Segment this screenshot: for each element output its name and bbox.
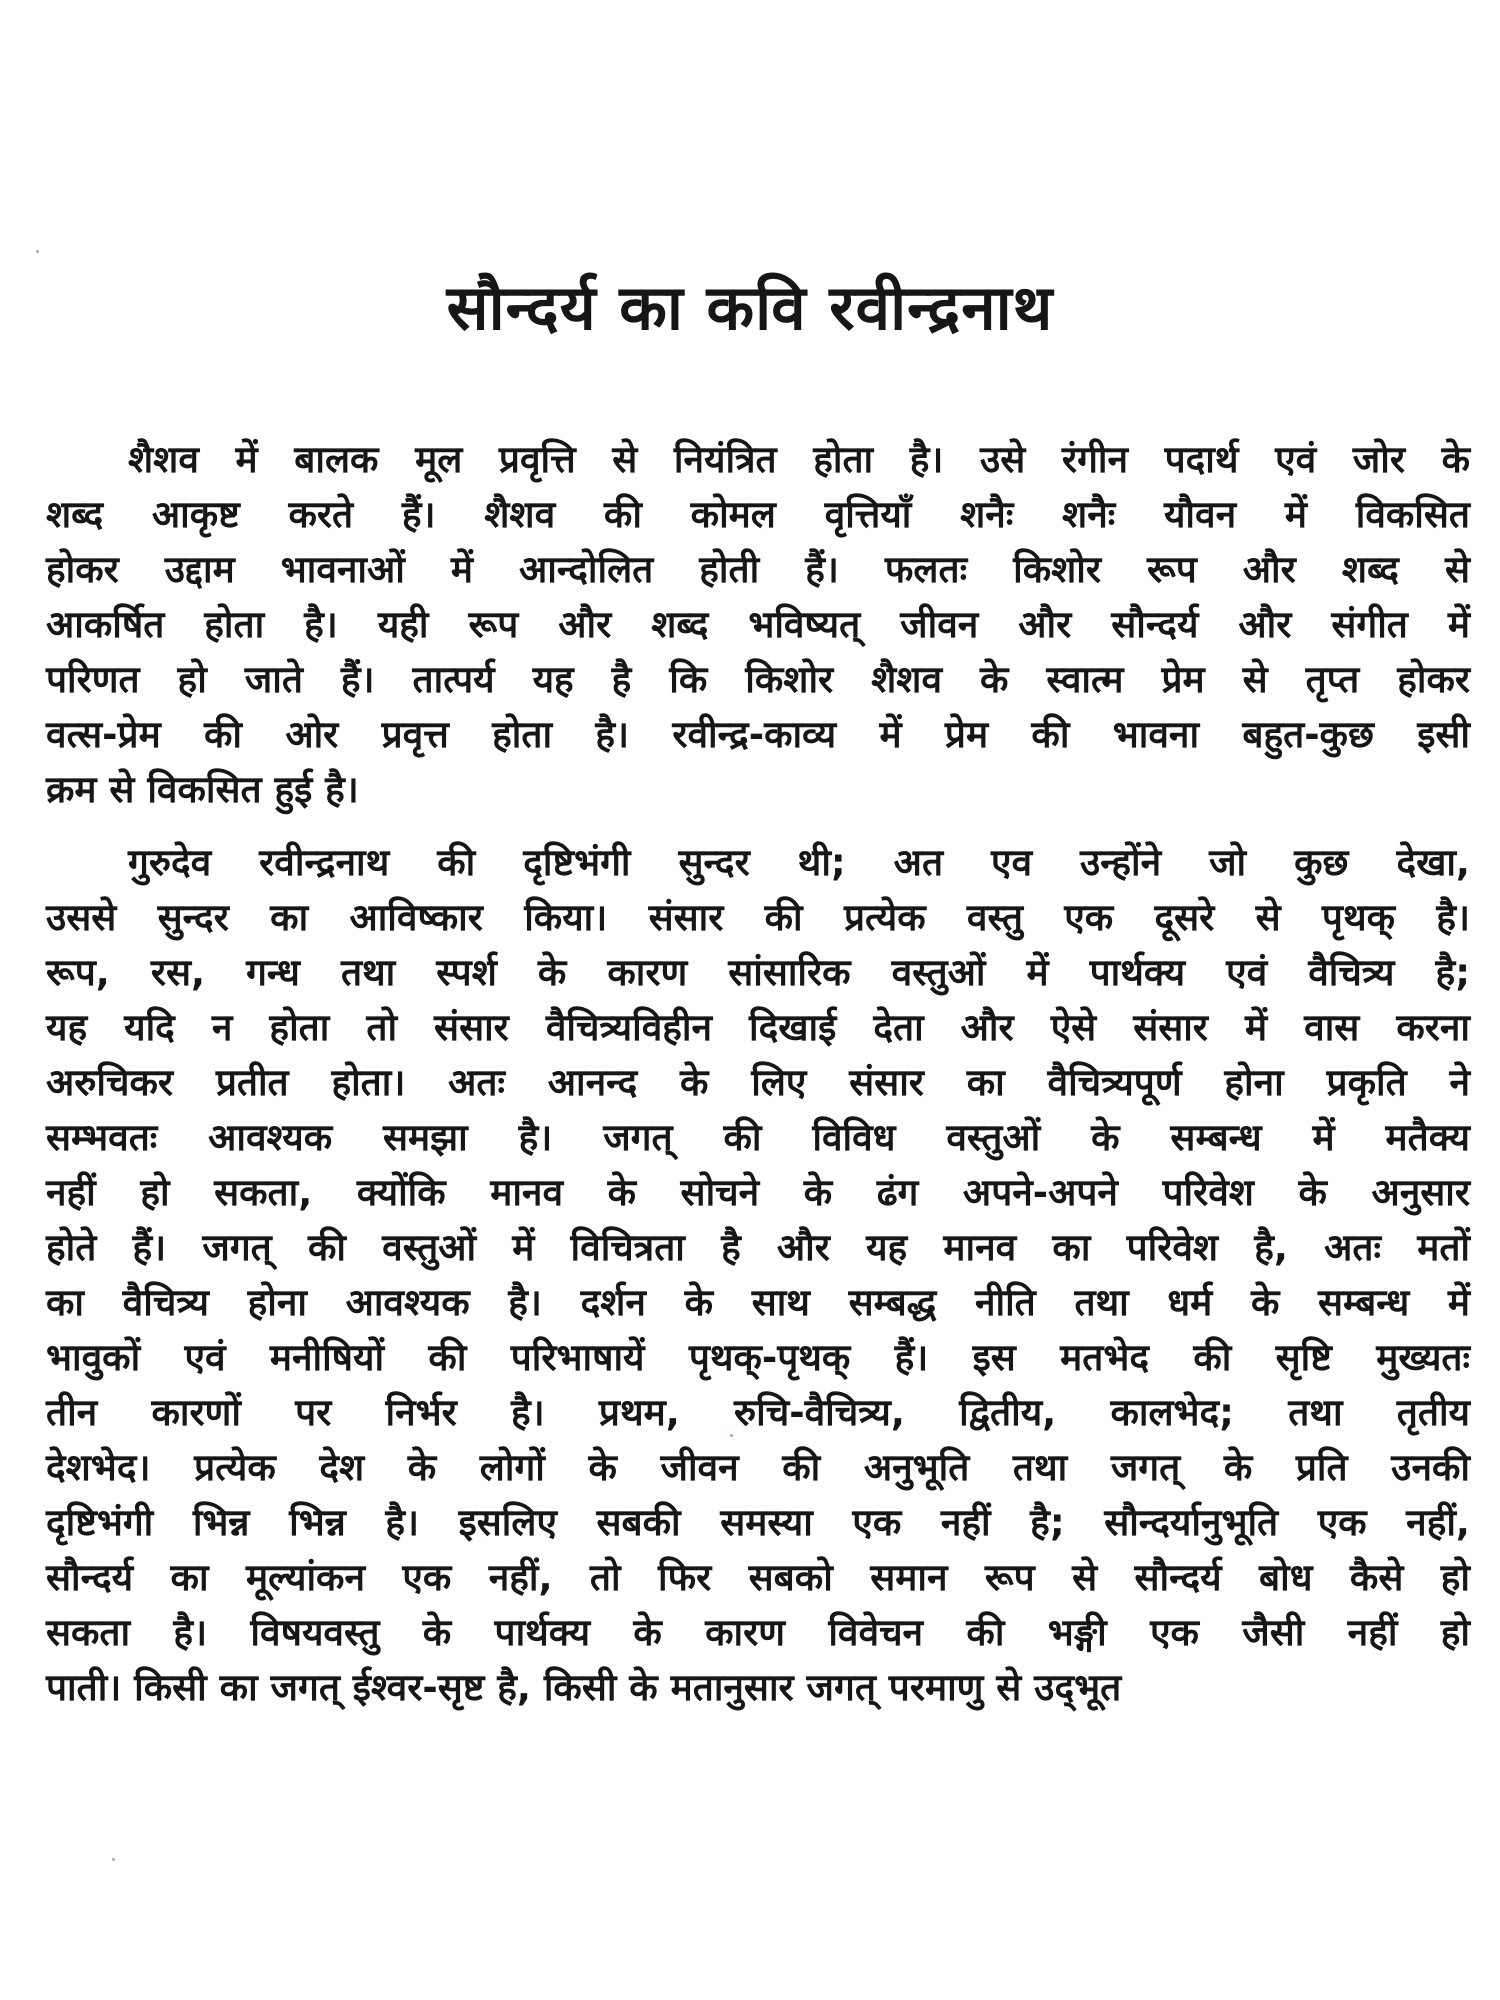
text-line: शब्द आकृष्ट करते हैं। शैशव की कोमल वृत्तियाँ शनैः शनैः यौवन में विकसित <box>46 493 1470 536</box>
text-line: दृष्टिभंगी भिन्न भिन्न है। इसलिए सबकी समस्या एक नहीं है; सौन्दर्यानुभूति एक नहीं, <box>46 1501 1470 1544</box>
chapter-title: सौन्दर्य का कवि रवीन्द्रनाथ <box>446 271 1054 344</box>
text-line: सौन्दर्य का मूल्यांकन एक नहीं, तो फिर सबको समान रूप से सौन्दर्य बोध कैसे हो <box>46 1556 1470 1599</box>
text-line: आकर्षित होता है। यही रूप और शब्द भविष्यत् जीवन और सौन्दर्य और संगीत में <box>46 603 1470 646</box>
chapter-body <box>46 432 1470 1733</box>
text-line: उससे सुन्दर का आविष्कार किया। संसार की प्रत्येक वस्तु एक दूसरे से पृथक् है। <box>46 896 1470 939</box>
text-line: सकता है। विषयवस्तु के पार्थक्य के कारण विवेचन की भङ्गी एक जैसी नहीं हो <box>46 1611 1470 1654</box>
text-line: तीन कारणों पर निर्भर है। प्रथम, रुचि-वैचित्र्य, द्वितीय, कालभेद; तथा तृतीय <box>46 1391 1470 1434</box>
text-line: का वैचित्र्य होना आवश्यक है। दर्शन के साथ सम्बद्ध नीति तथा धर्म के सम्बन्ध में <box>46 1281 1470 1324</box>
text-line: क्रम से विकसित हुई है। <box>46 768 359 811</box>
paper-speck <box>36 250 39 253</box>
text-line: वत्स-प्रेम की ओर प्रवृत्त होता है। रवीन्द्र-काव्य में प्रेम की भावना बहुत-कुछ इसी <box>46 713 1470 756</box>
text-line: होते हैं। जगत् की वस्तुओं में विचित्रता है और यह मानव का परिवेश है, अतः मतों <box>46 1226 1470 1269</box>
text-line: शैशव में बालक मूल प्रवृत्ति से नियंत्रित होता है। उसे रंगीन पदार्थ एवं जोर के <box>128 438 1470 481</box>
text-line: देशभेद। प्रत्येक देश के लोगों के जीवन की अनुभूति तथा जगत् के प्रति उनकी <box>46 1446 1470 1489</box>
text-line: गुरुदेव रवीन्द्रनाथ की दृष्टिभंगी सुन्दर थी; अत एव उन्होंने जो कुछ देखा, <box>128 841 1470 884</box>
paper-speck <box>730 1434 733 1437</box>
text-line: परिणत हो जाते हैं। तात्पर्य यह है कि किशोर शैशव के स्वात्म प्रेम से तृप्त होकर <box>46 658 1470 701</box>
paragraph-2 <box>46 835 1470 1715</box>
text-line: यह यदि न होता तो संसार वैचित्र्यविहीन दिखाई देता और ऐसे संसार में वास करना <box>46 1006 1470 1049</box>
text-line: अरुचिकर प्रतीत होता। अतः आनन्द के लिए संसार का वैचित्र्यपूर्ण होना प्रकृति ने <box>46 1061 1470 1104</box>
paper-speck <box>112 1858 115 1861</box>
text-line: पाती। किसी का जगत् ईश्वर-सृष्ट है, किसी के मतानुसार जगत् परमाणु से उद्‌भूत <box>46 1666 1122 1709</box>
text-line: सम्भवतः आवश्यक समझा है। जगत् की विविध वस्तुओं के सम्बन्ध में मतैक्य <box>46 1116 1470 1159</box>
text-line: होकर उद्दाम भावनाओं में आन्दोलित होती हैं। फलतः किशोर रूप और शब्द से <box>46 548 1470 591</box>
text-line: नहीं हो सकता, क्योंकि मानव के सोचने के ढंग अपने-अपने परिवेश के अनुसार <box>46 1171 1470 1214</box>
paragraph-1 <box>46 432 1470 817</box>
text-line: भावुकों एवं मनीषियों की परिभाषायें पृथक्-पृथक् हैं। इस मतभेद की सृष्टि मुख्यतः <box>46 1336 1470 1379</box>
text-line: रूप, रस, गन्ध तथा स्पर्श के कारण सांसारिक वस्तुओं में पार्थक्य एवं वैचित्र्य है; <box>46 951 1470 994</box>
